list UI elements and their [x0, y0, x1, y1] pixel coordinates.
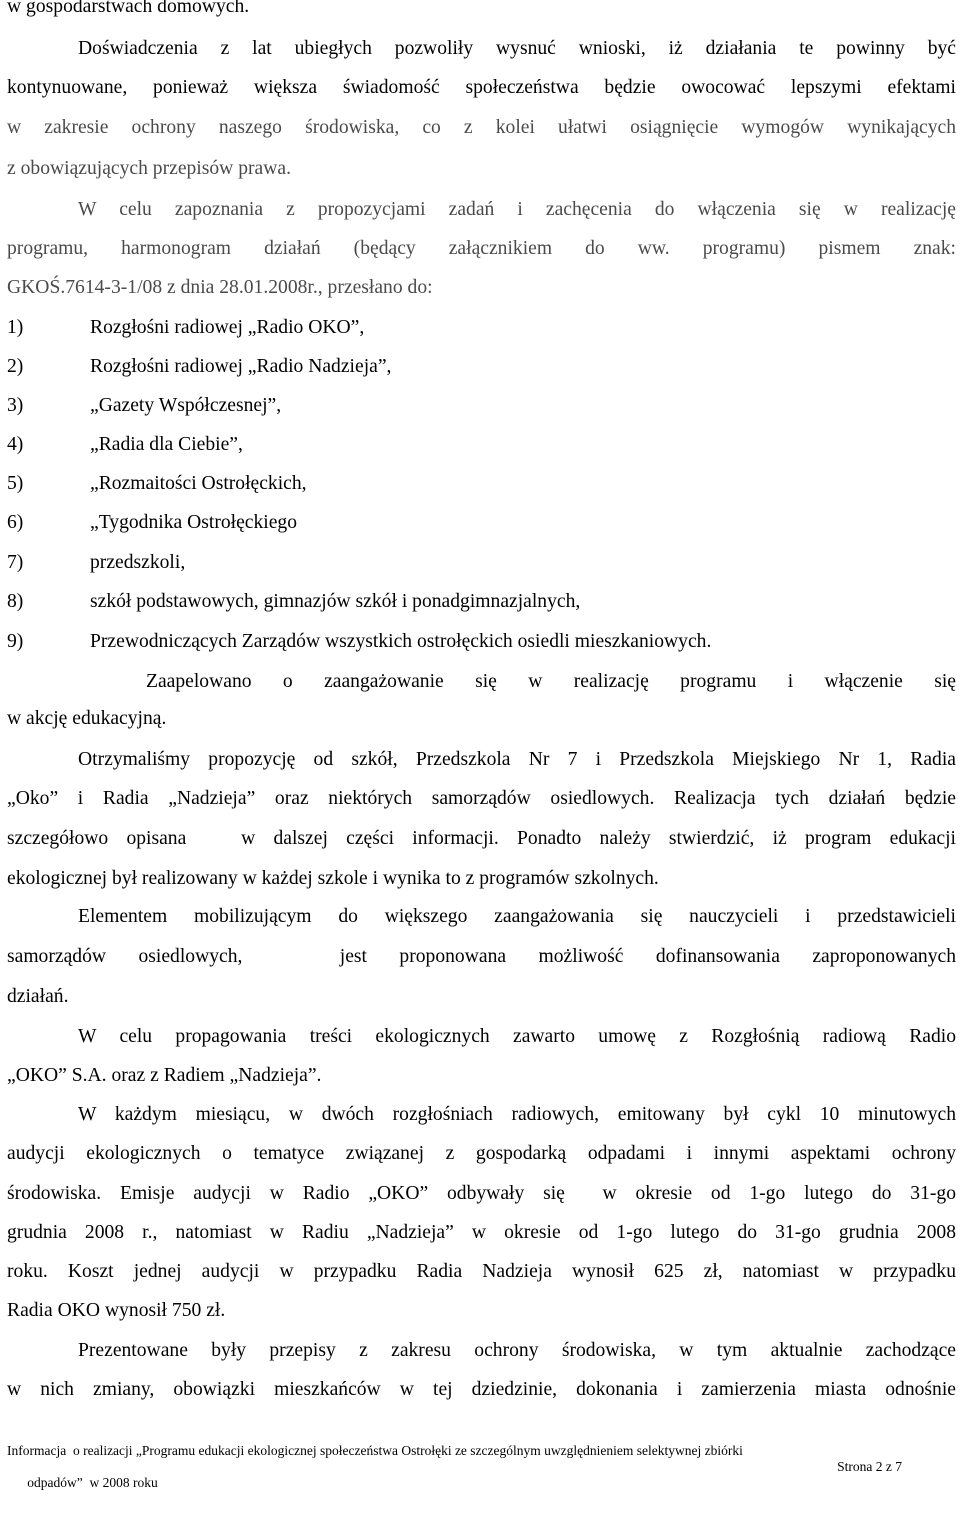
list-item-text: „Radia dla Ciebie”,	[90, 434, 243, 455]
page-number: Strona 2 z 7	[837, 1459, 902, 1474]
paragraph-8-line-2: w nich zmiany, obowiązki mieszkańców w tej dziedzinie, dokonania i zamierzenia miasta odnośnie	[7, 1379, 956, 1400]
paragraph-4-line-3: szczegółowo opisana w dalszej części informacji. Ponadto należy stwierdzić, iż program edukacji	[7, 828, 956, 849]
list-item-number: 7)	[7, 552, 24, 573]
list-item-text: Przewodniczących Zarządów wszystkich ostrołęckich osiedli mieszkaniowych.	[90, 631, 712, 652]
list-item-number: 9)	[7, 631, 24, 652]
paragraph-3-line-2: w akcję edukacyjną.	[7, 708, 167, 729]
paragraph-4-line-2: „Oko” i Radia „Nadzieja” oraz niektórych samorządów osiedlowych. Realizacja tych działań będzie	[7, 788, 956, 809]
paragraph-7-line-5: roku. Koszt jednej audycji w przypadku Radia Nadzieja wynosił 625 zł, natomiast w przypadku	[7, 1261, 956, 1282]
paragraph-1-line-3: w zakresie ochrony naszego środowiska, co z kolei ułatwi osiągnięcie wymogów wynikających	[7, 117, 956, 138]
paragraph-8-line-1: Prezentowane były przepisy z zakresu ochrony środowiska, w tym aktualnie zachodzące	[78, 1340, 956, 1361]
footer-title-line-2: odpadów” w 2008 roku	[27, 1475, 158, 1490]
paragraph-1-line-2: kontynuowane, ponieważ większa świadomość społeczeństwa będzie owocować lepszymi efektami	[7, 77, 956, 98]
paragraph-1-line-1: Doświadczenia z lat ubiegłych pozwoliły wysnuć wnioski, iż działania te powinny być	[78, 38, 956, 59]
list-item-number: 2)	[7, 356, 24, 377]
list-item-number: 3)	[7, 395, 24, 416]
paragraph-5-line-1: Elementem mobilizującym do większego zaangażowania się nauczycieli i przedstawicieli	[78, 906, 956, 927]
list-item-text: szkół podstawowych, gimnazjów szkół i ponadgimnazjalnych,	[90, 591, 581, 612]
paragraph-7-line-1: W każdym miesiącu, w dwóch rozgłośniach radiowych, emitowany był cykl 10 minutowych	[78, 1104, 956, 1125]
paragraph-4-line-1: Otrzymaliśmy propozycję od szkół, Przedszkola Nr 7 i Przedszkola Miejskiego Nr 1, Radia	[78, 749, 956, 770]
list-item-number: 1)	[7, 317, 24, 338]
paragraph-2-line-3: GKOŚ.7614-3-1/08 z dnia 28.01.2008r., przesłano do:	[7, 277, 433, 298]
paragraph-3-line-1: Zaapelowano o zaangażowanie się w realizację programu i włączenie się	[146, 671, 956, 692]
paragraph-1-line-4: z obowiązujących przepisów prawa.	[7, 158, 291, 179]
paragraph-7-line-3: środowiska. Emisje audycji w Radio „OKO” odbywały się w okresie od 1-go lutego do 31-go	[7, 1183, 956, 1204]
list-item-number: 5)	[7, 473, 24, 494]
paragraph-6-line-1: W celu propagowania treści ekologicznych zawarto umowę z Rozgłośnią radiową Radio	[78, 1026, 956, 1047]
list-item-text: Rozgłośni radiowej „Radio Nadzieja”,	[90, 356, 392, 377]
list-item-text: przedszkoli,	[90, 552, 186, 573]
list-item-text: Rozgłośni radiowej „Radio OKO”,	[90, 317, 365, 338]
paragraph-6-line-2: „OKO” S.A. oraz z Radiem „Nadzieja”.	[7, 1065, 322, 1086]
page-footer	[7, 1443, 902, 1523]
paragraph-7-line-6: Radia OKO wynosił 750 zł.	[7, 1300, 226, 1321]
paragraph-2-line-2: programu, harmonogram działań (będący załącznikiem do ww. programu) pismem znak:	[7, 238, 956, 259]
list-item-text: „Rozmaitości Ostrołęckich,	[90, 473, 307, 494]
paragraph-4-line-4: ekologicznej był realizowany w każdej szkole i wynika to z programów szkolnych.	[7, 868, 659, 889]
paragraph-2-line-1: W celu zapoznania z propozycjami zadań i zachęcenia do włączenia się w realizację	[78, 199, 956, 220]
paragraph-5-line-2: samorządów osiedlowych, jest proponowana możliwość dofinansowania zaproponowanych	[7, 946, 956, 967]
paragraph-7-line-4: grudnia 2008 r., natomiast w Radiu „Nadzieja” w okresie od 1-go lutego do 31-go grudnia 2008	[7, 1222, 956, 1243]
list-item-number: 6)	[7, 512, 24, 533]
list-item-text: „Gazety Współczesnej”,	[90, 395, 282, 416]
paragraph-7-line-2: audycji ekologicznych o tematyce związanej z gospodarką odpadami i innymi aspektami ochrony	[7, 1143, 956, 1164]
continuation-line: w gospodarstwach domowych.	[7, 0, 250, 17]
list-item-number: 8)	[7, 591, 24, 612]
list-item-number: 4)	[7, 434, 24, 455]
list-item-text: „Tygodnika Ostrołęckiego	[90, 512, 298, 533]
footer-title-line-1: Informacja o realizacji „Programu edukacji ekologicznej społeczeństwa Ostrołęki ze szczególnym uwzględnieniem selektywnej zbiórki	[7, 1443, 743, 1458]
paragraph-5-line-3: działań.	[7, 986, 69, 1007]
